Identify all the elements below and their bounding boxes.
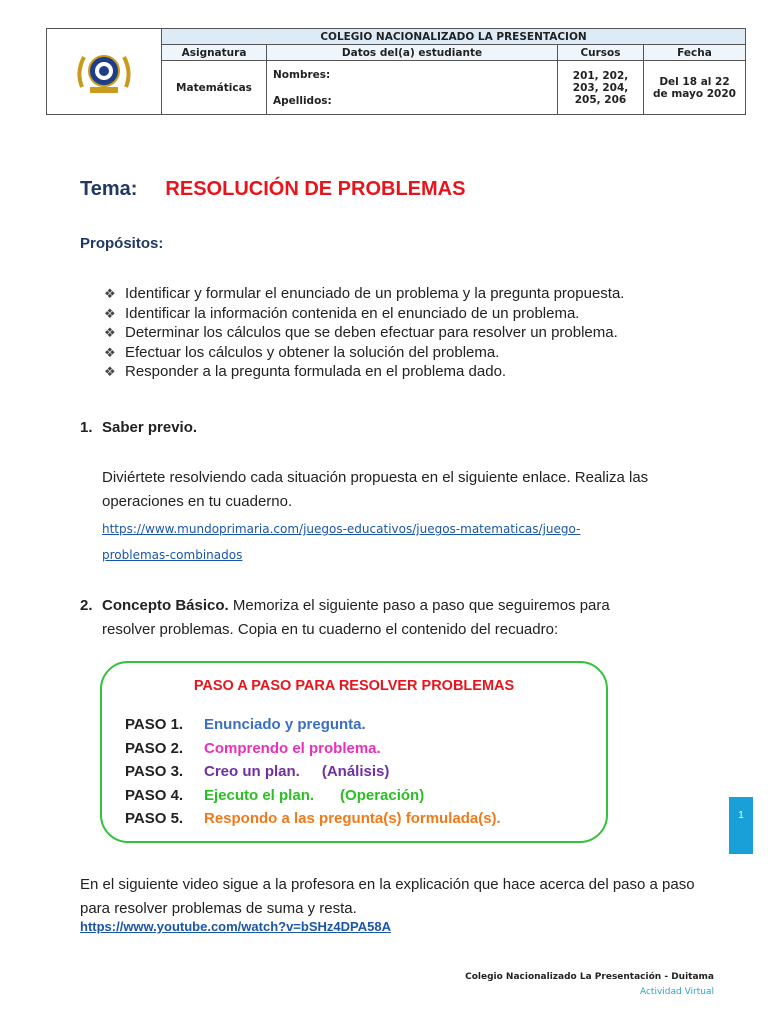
game-link[interactable]: https://www.mundoprimaria.com/juegos-educativos/juegos-matematicas/juego- problemas-combinados	[102, 522, 581, 562]
footer-school: Colegio Nacionalizado La Presentación - Duitama	[465, 972, 714, 982]
col-fecha-head: Fecha	[644, 45, 746, 61]
diamond-bullet-icon: ❖	[104, 305, 116, 321]
list-item: PASO 5. Respondo a las pregunta(s) formulada(s).	[125, 810, 501, 827]
section-title: Saber previo.	[102, 419, 198, 436]
purposes-heading: Propósitos:	[80, 235, 164, 252]
student-data-cell	[267, 61, 558, 115]
list-item: PASO 4. Ejecuto el plan. (Operación)	[125, 786, 425, 804]
fecha-value: Del 18 al 22 de mayo 2020	[644, 61, 746, 115]
cursos-value: 201, 202, 203, 204, 205, 206	[558, 61, 644, 115]
diamond-bullet-icon: ❖	[104, 325, 116, 340]
steps-box	[100, 661, 608, 843]
footer-activity: Actividad Virtual	[639, 987, 714, 997]
topic-label: Tema:	[80, 178, 138, 200]
nombres-label: Nombres:	[273, 68, 331, 81]
col-asignatura-head: Asignatura	[162, 45, 267, 61]
purposes-list	[104, 284, 624, 382]
list-item: ❖ Efectuar los cálculos y obtener la solución del problema.	[104, 343, 500, 361]
section-title: Concepto Básico.	[102, 597, 229, 614]
steps-box-title: PASO A PASO PARA RESOLVER PROBLEMAS	[193, 678, 515, 694]
section-number: 2.	[80, 597, 93, 614]
video-link[interactable]: https://www.youtube.com/watch?v=bSHz4DPA58A	[80, 919, 391, 934]
page-number-tab: 1	[729, 797, 753, 854]
col-datos-head: Datos del(a) estudiante	[267, 45, 558, 61]
section-number: 1.	[80, 419, 93, 436]
video-paragraph: En el siguiente video sigue a la profesora en la explicación que hace acerca del paso a paso para resolver problemas de suma y resta.	[80, 876, 695, 917]
list-item: PASO 3. Creo un plan. (Análisis)	[125, 763, 390, 780]
col-cursos-head: Cursos	[558, 45, 644, 61]
diamond-bullet-icon: ❖	[104, 344, 116, 360]
section-1-heading	[80, 419, 197, 436]
header-table	[46, 28, 746, 115]
list-item: ❖ Identificar la información contenida en el enunciado de un problema.	[104, 304, 580, 322]
diamond-bullet-icon: ❖	[104, 286, 116, 301]
list-item: ❖ Identificar y formular el enunciado de un problema y la pregunta propuesta.	[104, 285, 625, 302]
list-item: PASO 2. Comprendo el problema.	[125, 739, 381, 757]
topic-heading	[80, 178, 465, 201]
list-item: ❖ Determinar los cálculos que se deben efectuar para resolver un problema.	[104, 324, 618, 341]
section-2-paragraph: 2. Concepto Básico. Memoriza el siguiente paso a paso que seguiremos para resolver problemas. Copia en tu cuaderno el contenido del recuadro:	[80, 594, 720, 642]
apellidos-label: Apellidos:	[273, 94, 332, 107]
diamond-bullet-icon: ❖	[104, 364, 116, 379]
school-name: COLEGIO NACIONALIZADO LA PRESENTACION	[162, 29, 746, 45]
steps-list	[125, 713, 501, 831]
school-logo-cell	[47, 29, 162, 115]
section-1-text: Diviértete resolviendo cada situación propuesta en el siguiente enlace. Realiza las operaciones en tu cuaderno.	[102, 469, 649, 510]
asignatura-value: Matemáticas	[162, 61, 267, 115]
topic-title: RESOLUCIÓN DE PROBLEMAS	[165, 178, 466, 200]
list-item: ❖ Responder a la pregunta formulada en el problema dado.	[104, 363, 507, 380]
list-item: PASO 1. Enunciado y pregunta.	[125, 716, 366, 733]
school-crest-icon	[74, 47, 134, 97]
